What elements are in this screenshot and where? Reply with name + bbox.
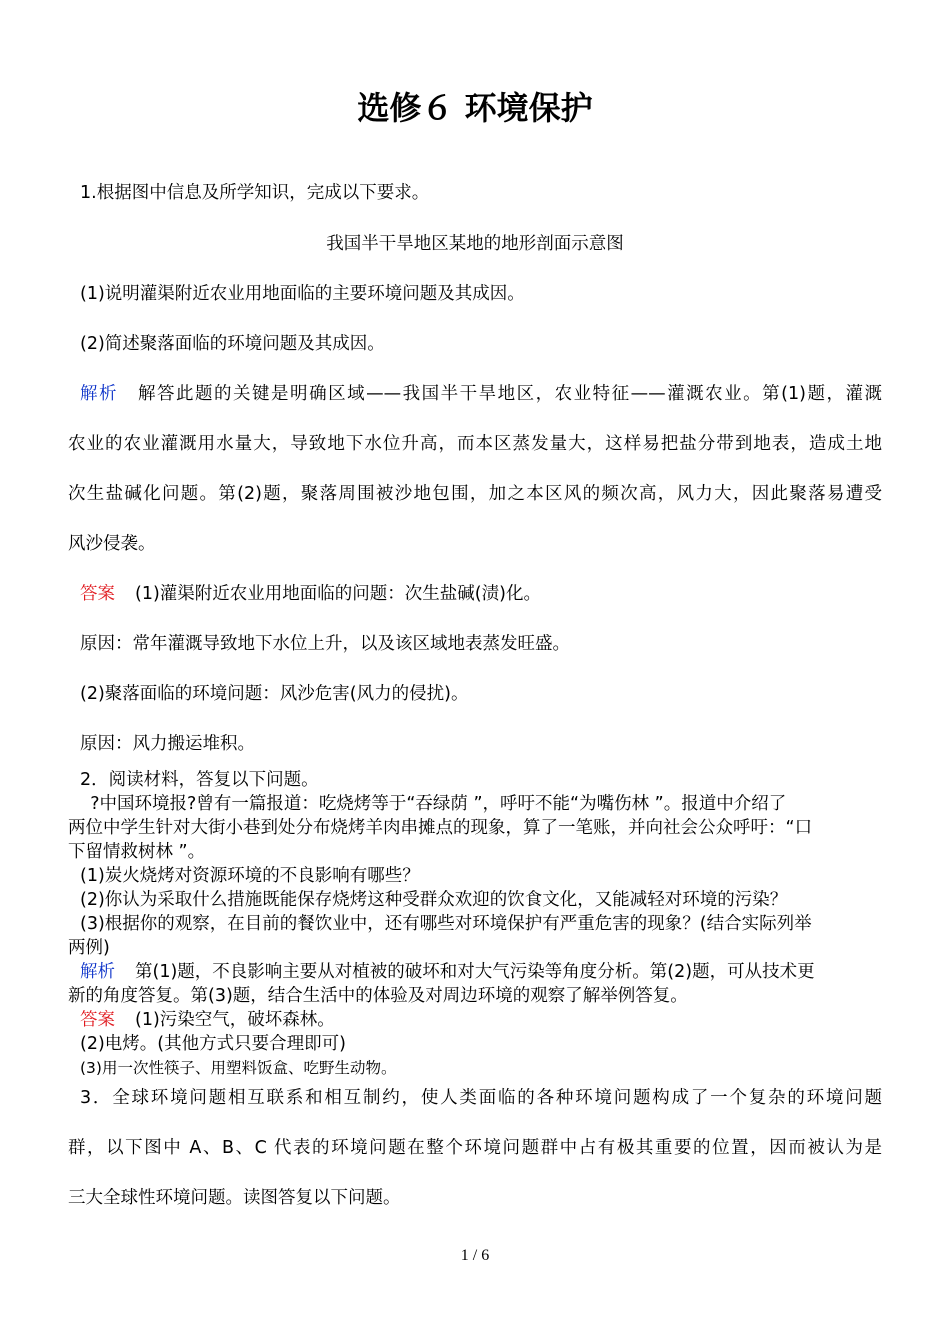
q2-stem: 2．阅读材料，答复以下问题。 [80, 770, 319, 790]
q1-sub-question-1: (1)说明灌渠附近农业用地面临的主要环境问题及其成因。 [80, 284, 525, 304]
q1-analysis-line-2: 农业的农业灌溉用水量大，导致地下水位升高，而本区蒸发量大，这样易把盐分带到地表，造成土地 [68, 434, 882, 454]
analysis-label: 解析 [80, 962, 115, 982]
q2-material-line-2: 两位中学生针对大街小巷到处分布烧烤羊肉串摊点的现象，算了一笔账，并向社会公众呼吁：“口 [68, 818, 813, 838]
q1-stem: 1.根据图中信息及所学知识，完成以下要求。 [80, 183, 430, 203]
q3-stem-line-1: 3．全球环境问题相互联系和相互制约，使人类面临的各种环境问题构成了一个复杂的环境问题 [80, 1088, 882, 1108]
q2-material-line-1: ?中国环境报?曾有一篇报道：吃烧烤等于“吞绿荫 ”，呼吁不能“为嘴伤林 ”。报道中介绍了 [68, 794, 787, 814]
q2-material-line-3: 下留情救树林 ”。 [68, 842, 206, 862]
page-title: 选修６ 环境保护 [357, 89, 593, 127]
q1-analysis-line-3: 次生盐碱化问题。第(2)题，聚落周围被沙地包围，加之本区风的频次高，风力大，因此聚落易遭受 [68, 484, 882, 504]
analysis-label: 解析 [80, 384, 119, 404]
answer-label: 答案 [80, 584, 115, 604]
q2-analysis-line-1: 解析 第(1)题，不良影响主要从对植被的破坏和对大气污染等角度分析。第(2)题，可从技术更 [80, 962, 815, 982]
page-number: 1 / 6 [460, 1247, 490, 1264]
q2-answer-line-3: (3)用一次性筷子、用塑料饭盒、吃野生动物。 [80, 1059, 397, 1077]
q2-analysis-line-2: 新的角度答复。第(3)题，结合生活中的体验及对周边环境的观察了解举例答复。 [68, 986, 688, 1006]
q1-answer-line-2: 原因：常年灌溉导致地下水位上升，以及该区域地表蒸发旺盛。 [80, 634, 570, 654]
q1-answer-line-4: 原因：风力搬运堆积。 [80, 734, 255, 754]
q3-stem-line-3: 三大全球性环境问题。读图答复以下问题。 [68, 1188, 401, 1208]
q1-sub-question-2: (2)简述聚落面临的环境问题及其成因。 [80, 334, 385, 354]
q1-analysis-line-1: 解析 解答此题的关键是明确区域——我国半干旱地区，农业特征——灌溉农业。第(1)题，灌溉 [80, 384, 882, 404]
q2-sub-question-3-line-2: 两例) [68, 938, 110, 958]
q1-figure-caption: 我国半干旱地区某地的地形剖面示意图 [326, 234, 624, 254]
q1-analysis-line-4: 风沙侵袭。 [68, 534, 156, 554]
q3-stem-line-2: 群，以下图中 A、B、C 代表的环境问题在整个环境问题群中占有极其重要的位置，因而被认为是 [68, 1138, 882, 1158]
q2-sub-question-3-line-1: (3)根据你的观察，在目前的餐饮业中，还有哪些对环境保护有严重危害的现象？(结合实际列举 [80, 914, 812, 934]
q2-sub-question-1: (1)炭火烧烤对资源环境的不良影响有哪些？ [80, 866, 420, 886]
q1-answer-line-3: (2)聚落面临的环境问题：风沙危害(风力的侵扰)。 [80, 684, 469, 704]
q2-answer-line-2: (2)电烤。(其他方式只要合理即可) [80, 1034, 346, 1054]
q2-sub-question-2: (2)你认为采取什么措施既能保存烧烤这种受群众欢迎的饮食文化，又能减轻对环境的污染？ [80, 890, 788, 910]
q1-answer-line-1: 答案 (1)灌渠附近农业用地面临的问题：次生盐碱(渍)化。 [80, 584, 541, 604]
answer-label: 答案 [80, 1010, 115, 1030]
q2-answer-line-1: 答案 (1)污染空气，破坏森林。 [80, 1010, 335, 1030]
